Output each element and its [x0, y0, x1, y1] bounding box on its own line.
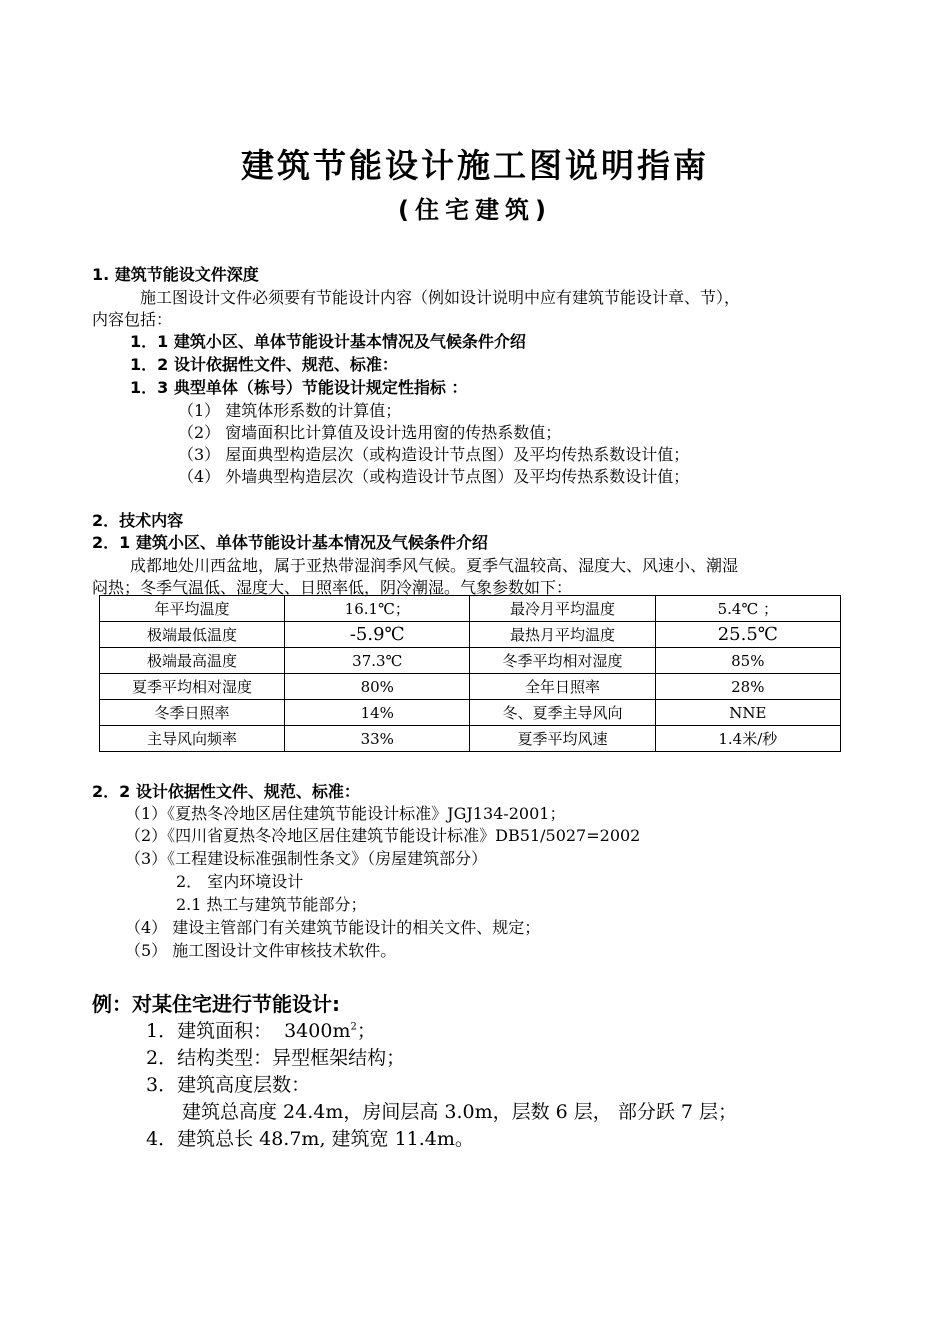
table-cell: 1.4米/秒 — [655, 726, 840, 752]
reference-item: （5） 施工图设计文件审核技术软件。 — [125, 941, 397, 960]
table-row — [100, 622, 841, 648]
example-dimensions: 4．建筑总长 48.7m, 建筑宽 11.4m。 — [146, 1128, 474, 1150]
table-cell: 冬季平均相对湿度 — [470, 648, 655, 674]
table-row — [100, 596, 841, 622]
reference-item: （1）《夏热冬冷地区居住建筑节能设计标准》JGJ134-2001； — [125, 804, 566, 823]
example-heading: 例：对某住宅进行节能设计: — [92, 992, 340, 1016]
table-cell: NNE — [655, 700, 840, 726]
table-cell: 全年日照率 — [470, 674, 655, 700]
table-cell: 夏季平均风速 — [470, 726, 655, 752]
table-cell: 33% — [285, 726, 470, 752]
table-row — [100, 726, 841, 752]
document-title: 建筑节能设计施工图说明指南 — [241, 146, 709, 185]
example-structure: 2．结构类型：异型框架结构； — [146, 1047, 406, 1069]
section1-item: 1．1 建筑小区、单体节能设计基本情况及气候条件介绍 — [130, 332, 526, 351]
section2-1-heading: 2．1 建筑小区、单体节能设计基本情况及气候条件介绍 — [92, 533, 488, 552]
climate-desc-line2: 闷热；冬季气温低、湿度大、日照率低，阴冷潮湿。气象参数如下： — [92, 578, 573, 597]
table-cell: 夏季平均相对湿度 — [100, 674, 285, 700]
table-cell: 16.1℃； — [285, 596, 470, 622]
table-row — [100, 674, 841, 700]
example-area-sup: 2 — [350, 1021, 357, 1033]
table-cell: 28% — [655, 674, 840, 700]
reference-subitem: 2． 室内环境设计 — [176, 872, 304, 891]
example-area-end: ； — [356, 1020, 376, 1042]
table-cell: 冬、夏季主导风向 — [470, 700, 655, 726]
table-cell: 5.4℃ ； — [655, 596, 840, 622]
climate-desc-line1: 成都地处川西盆地，属于亚热带湿润季风气候。夏季气温较高、湿度大、风速小、潮湿 — [130, 556, 739, 575]
table-cell: 极端最低温度 — [100, 622, 285, 648]
example-area — [146, 1016, 376, 1043]
table-cell: 冬季日照率 — [100, 700, 285, 726]
section1-subitem: （4） 外墙典型构造层次（或构造设计节点图）及平均传热系数设计值； — [178, 467, 690, 486]
reference-item: （3）《工程建设标准强制性条文》（房屋建筑部分） — [125, 849, 488, 868]
example-area-value: 3400m — [284, 1020, 351, 1042]
section1-heading: 1. 建筑节能设文件深度 — [92, 265, 259, 284]
reference-item: （4） 建设主管部门有关建筑节能设计的相关文件、规定； — [125, 918, 541, 937]
table-cell: 80% — [285, 674, 470, 700]
climate-table — [99, 595, 841, 752]
section1-subitem: （2） 窗墙面积比计算值及设计选用窗的传热系数值； — [178, 423, 562, 442]
table-cell: 25.5℃ — [655, 622, 840, 648]
reference-subitem: 2.1 热工与建筑节能部分； — [176, 895, 367, 914]
section1-intro-line1: 施工图设计文件必须要有节能设计内容（例如设计说明中应有建筑节能设计章、节）， — [140, 288, 741, 307]
table-row — [100, 648, 841, 674]
table-row — [100, 700, 841, 726]
table-cell: 主导风向频率 — [100, 726, 285, 752]
section1-subitem: （1） 建筑体形系数的计算值； — [178, 401, 402, 420]
section2-heading: 2．技术内容 — [92, 511, 184, 530]
table-cell: 14% — [285, 700, 470, 726]
table-cell: 最冷月平均温度 — [470, 596, 655, 622]
section1-item: 1．3 典型单体（栋号）节能设计规定性指标 ： — [130, 378, 468, 397]
reference-item: （2）《四川省夏热冬冷地区居住建筑节能设计标准》DB51/5027=2002 — [125, 826, 641, 845]
table-cell: 85% — [655, 648, 840, 674]
example-area-label: 1．建筑面积： — [146, 1020, 273, 1042]
section2-2-heading: 2．2 设计依据性文件、规范、标准： — [92, 782, 360, 801]
table-cell: 37.3℃ — [285, 648, 470, 674]
table-cell: 年平均温度 — [100, 596, 285, 622]
table-cell: 最热月平均温度 — [470, 622, 655, 648]
example-height-label: 3．建筑高度层数： — [146, 1074, 311, 1096]
section1-item: 1．2 设计依据性文件、规范、标准： — [130, 355, 398, 374]
table-cell: 极端最高温度 — [100, 648, 285, 674]
document-subtitle: (住宅建筑) — [398, 196, 552, 224]
section1-subitem: （3） 屋面典型构造层次（或构造设计节点图）及平均传热系数设计值； — [178, 445, 690, 464]
section1-intro-line2: 内容包括： — [92, 310, 173, 329]
table-cell: -5.9℃ — [285, 622, 470, 648]
example-height-detail: 建筑总高度 24.4m，房间层高 3.0m，层数 6 层， 部分跃 7 层； — [182, 1101, 738, 1123]
